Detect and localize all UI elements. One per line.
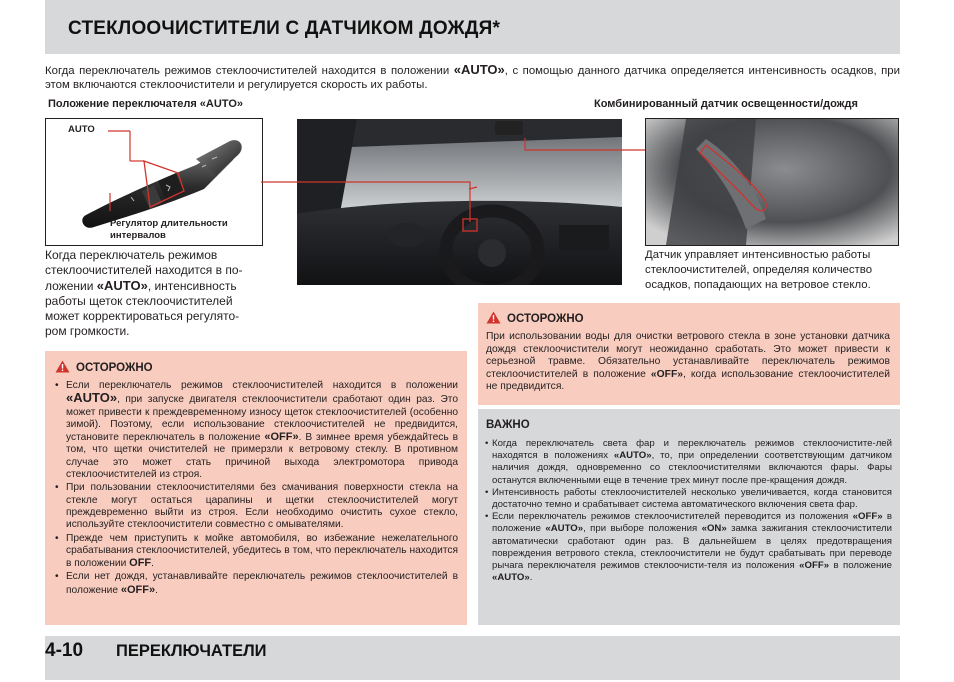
list-item: • Если переключатель режимов стеклоочистителей переводится из положения «OFF» в положение «AUTO», при выборе положения «ON» замка зажигания стеклоочистители автоматически сработают один раз. В дальнейшем в целях предотвращения повреждения ветрового стекла, стеклоочистители не будут срабатывать при переводе рычага переключателя режимов стеклоочисти-теля из положения «OFF» в положение «AUTO». [483,511,892,584]
caution-title: ОСТОРОЖНО [507,313,584,325]
warning-icon [486,311,501,324]
list-item: • Если нет дождя, устанавливайте переключатель режимов стеклоочистителей в положение «OFF». [53,571,458,597]
text-line: Датчик управляет интенсивностью работы [645,249,871,261]
list-item: • При пользовании стеклоочистителями без смачивания поверхности стекла на стекле могут остаться царапины и щетки стеклоочистителей могут преждевременно выйти из строя. Если необходимо очистить сухое стекло, используйте стеклоочистители совместно с омывателями. [53,482,458,531]
important-panel [478,409,900,625]
section-title: ПЕРЕКЛЮЧАТЕЛИ [116,642,267,660]
caution-text: При использовании воды для очистки ветрового стекла в зоне установки датчика дождя стеклоочистители могут неожиданно сработать. Это может привести к серьезной травме. Обязательно устанавливайте переключатель режимов стеклоочистителей в положение «OFF», когда использование стеклоочистителей не предвидится. [486,331,890,393]
off-term: «OFF» [650,368,683,380]
text-line: ром громкости. [45,324,130,338]
intro-text-end: , с помощью данного датчика определяется интенсивность осадков, при этом включаются стеклоочистители и регулируется скорость их работы. [45,65,900,91]
off-term: «OFF» [120,583,156,596]
page-title: СТЕКЛООЧИСТИТЕЛИ С ДАТЧИКОМ ДОЖДЯ* [68,18,501,39]
auto-term: «AUTO» [453,62,505,77]
text-line: стеклоочистителей, определяя количество [645,264,873,276]
off-term: «OFF» [264,431,299,444]
caution-heading [486,311,584,325]
text-line: работы щеток стеклоочистителей [45,294,233,308]
left-description [45,248,273,339]
warning-icon [55,360,70,373]
auto-callout: AUTO [68,124,95,135]
text-line: осадков, попадающих на ветровое стекло. [645,279,871,291]
page-number: 4-10 [45,640,84,661]
intro-text: Когда переключатель режимов стеклоочистителей находится в положении [45,65,454,77]
auto-term: «AUTO» [66,390,118,406]
text-line: стеклоочистителей находится в по- [45,263,243,277]
caution-list [53,380,458,598]
text-line: может корректироваться регулято- [45,309,240,323]
list-item: • Прежде чем приступить к мойке автомобиля, во избежание нежелательного срабатывания стеклоочистителей, убедитесь в том, что переключатель находится в положении OFF. [53,533,458,571]
caution-title: ОСТОРОЖНО [76,362,153,374]
right-figure-caption: Комбинированный датчик освещенности/дождя [594,98,858,110]
important-title: ВАЖНО [486,419,530,431]
list-item: • Интенсивность работы стеклоочистителей несколько увеличивается, когда становится достаточно темно и срабатывает система автоматического включения света фар. [483,487,892,511]
list-item: • Когда переключатель света фар и переключатель режимов стеклоочистите-лей находятся в положениях «AUTO», то, при определении соответствующим датчиком наличия дождя, одновременно со стеклоочистителями включаются фары. Фары останутся включенными еще в течение трех минут после пре-кращения дождя. [483,438,892,487]
list-item: • Если переключатель режимов стеклоочистителей находится в положении «AUTO», при запуске двигателя стеклоочистители сработают один раз. Это может привести к преждевременному износу щеток стеклоочистителей (особенно зимой). Поэтому, если использование стеклоочистителей не предвидится, установите переключатель в положение «OFF». В зимнее время убеждайтесь в том, что щетки очистителей не примерзли к ветровому стеклу. В противном случае это может стать причиной выхода электромотора привода стеклоочистителей из строя. [53,380,458,481]
caution-heading [55,360,153,374]
important-list [483,438,892,584]
caution-panel-left [45,351,467,625]
regulator-label-line: интервалов [110,230,166,241]
text-line: Когда переключатель режимов [45,248,218,262]
auto-term: «AUTO» [96,278,148,293]
regulator-label-line: Регулятор длительности [110,218,228,229]
text-line: ложении «AUTO», интенсивность [45,278,237,293]
caution-panel-right [478,303,900,405]
auto-term: «AUTO» [613,450,652,462]
left-figure-caption: Положение переключателя «AUTO» [48,98,243,110]
right-description [645,248,901,293]
off-term: OFF [129,557,152,570]
